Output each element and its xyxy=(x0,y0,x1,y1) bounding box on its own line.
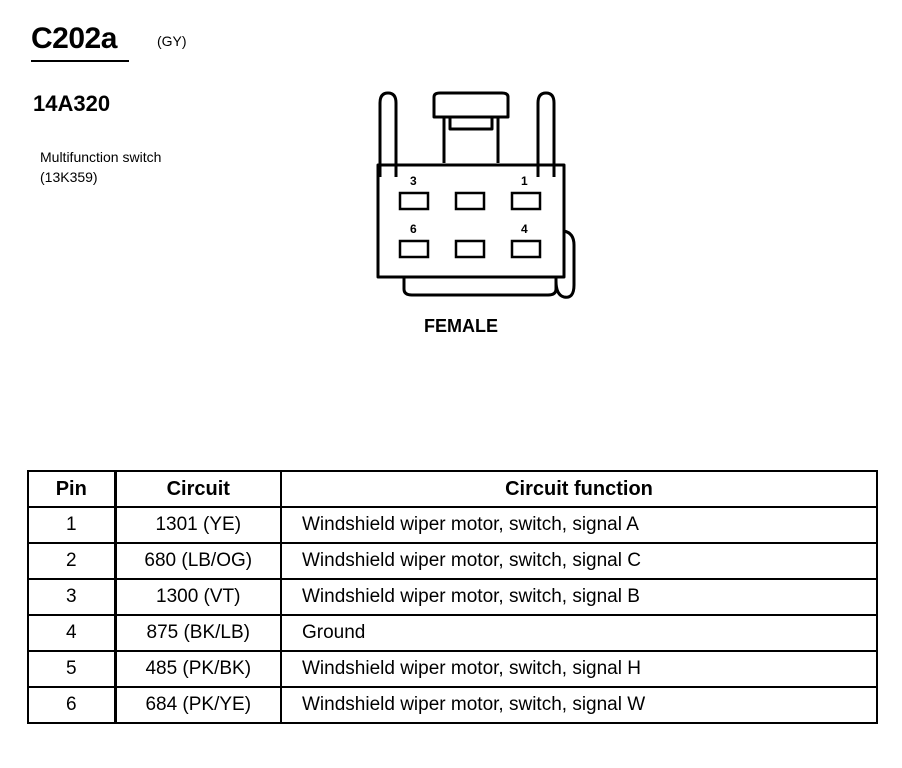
pinout-table xyxy=(27,470,878,724)
cavity-2 xyxy=(456,193,484,209)
table-row xyxy=(28,579,877,615)
cavity-5 xyxy=(456,241,484,257)
cell-function: Windshield wiper motor, switch, signal W xyxy=(281,687,877,723)
table-header-row xyxy=(28,471,877,507)
cavity-label-1: 1 xyxy=(521,174,528,188)
table-row xyxy=(28,615,877,651)
cell-function: Windshield wiper motor, switch, signal A xyxy=(281,507,877,543)
cavity-6 xyxy=(400,241,428,257)
bottom-rail xyxy=(404,277,556,295)
cell-circuit: 485 (PK/BK) xyxy=(115,651,281,687)
table-row xyxy=(28,651,877,687)
cavity-label-3: 3 xyxy=(410,174,417,188)
cell-function: Windshield wiper motor, switch, signal C xyxy=(281,543,877,579)
cavity-3 xyxy=(400,193,428,209)
cavity-label-6: 6 xyxy=(410,222,417,236)
cell-pin: 2 xyxy=(28,543,115,579)
connector-id-underline xyxy=(31,60,129,62)
cavity-1 xyxy=(512,193,540,209)
cell-function: Windshield wiper motor, switch, signal H xyxy=(281,651,877,687)
header-pin: Pin xyxy=(28,471,115,507)
component-code: (13K359) xyxy=(40,169,98,185)
cavity-label-4: 4 xyxy=(521,222,528,236)
component-name: Multifunction switch xyxy=(40,149,162,165)
cell-circuit: 875 (BK/LB) xyxy=(115,615,281,651)
cell-pin: 6 xyxy=(28,687,115,723)
part-number: 14A320 xyxy=(33,91,111,116)
cell-pin: 5 xyxy=(28,651,115,687)
header-circuit-function: Circuit function xyxy=(281,471,877,507)
table-row xyxy=(28,507,877,543)
connector-id: C202a xyxy=(31,22,117,55)
cell-pin: 1 xyxy=(28,507,115,543)
component-description xyxy=(40,147,161,187)
table-row xyxy=(28,687,877,723)
table-row xyxy=(28,543,877,579)
cell-function: Windshield wiper motor, switch, signal B xyxy=(281,579,877,615)
header-circuit: Circuit xyxy=(115,471,281,507)
view-label: FEMALE xyxy=(424,316,498,336)
connector-housing xyxy=(378,165,564,277)
cell-circuit: 680 (LB/OG) xyxy=(115,543,281,579)
cell-circuit: 1300 (VT) xyxy=(115,579,281,615)
cell-pin: 3 xyxy=(28,579,115,615)
lock-tab xyxy=(434,93,508,117)
connector-face-diagram xyxy=(360,85,590,305)
cell-function: Ground xyxy=(281,615,877,651)
cell-pin: 4 xyxy=(28,615,115,651)
connector-color: (GY) xyxy=(157,33,187,49)
cell-circuit: 684 (PK/YE) xyxy=(115,687,281,723)
cavity-4 xyxy=(512,241,540,257)
cell-circuit: 1301 (YE) xyxy=(115,507,281,543)
